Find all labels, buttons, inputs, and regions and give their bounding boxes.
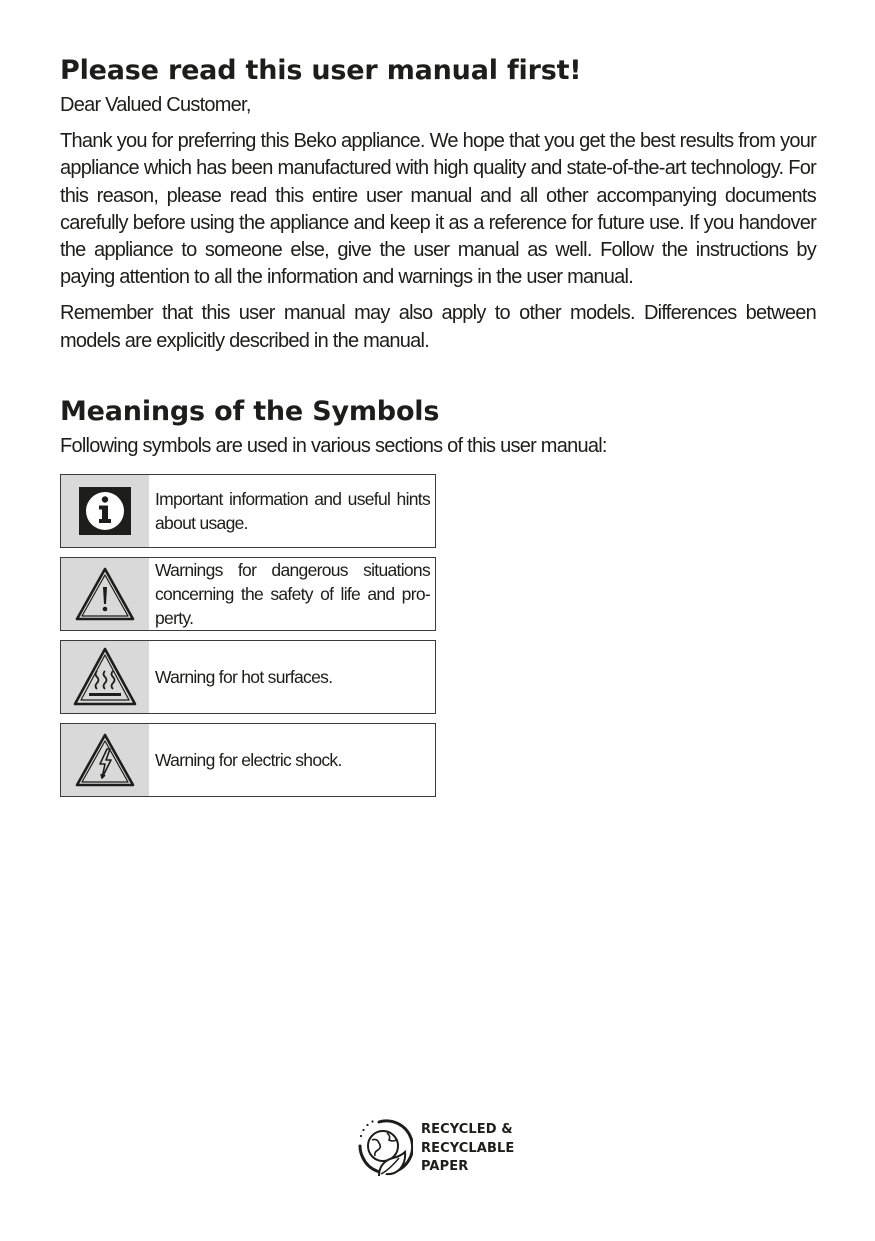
symbol-row-info — [60, 474, 436, 548]
intro-paragraph: Thank you for preferring this Beko appliance. We hope that you get the best results from your appliance which has been manufactured with high quality and state-of-the-art technology. For this reason, please read this entire user manual and all other accompanying documents carefully before using the appliance and keep it as a reference for future use. If you handover the appliance to someone else, give the user manual as well. Follow the instructions by paying attention to all the information and warnings in the user manual. — [60, 130, 816, 289]
symbol-description: Warning for electric shock. — [155, 750, 342, 771]
greeting-text: Dear Valued Customer, — [60, 94, 251, 116]
page-title: Please read this user manual first! — [60, 55, 582, 86]
symbol-description: Warnings for dangerous situations concerning the safety of life and pro-perty. — [155, 560, 430, 629]
symbols-section-title: Meanings of the Symbols — [60, 395, 440, 427]
info-icon — [78, 486, 132, 536]
manual-page — [60, 52, 816, 806]
recycled-paper-icon — [357, 1118, 413, 1180]
symbol-description: Warning for hot surfaces. — [155, 667, 333, 688]
warning-triangle-icon — [73, 565, 137, 623]
symbols-intro: Following symbols are used in various sections of this user manual: — [60, 434, 607, 457]
symbol-row-electric-shock — [60, 723, 436, 797]
electric-shock-icon — [73, 731, 137, 789]
recycled-paper-badge — [357, 1118, 514, 1180]
models-paragraph: Remember that this user manual may also apply to other models. Differences between models are explicitly described in the manual. — [60, 302, 816, 352]
recycle-label-line1: RECYCLED & — [421, 1122, 513, 1138]
symbol-row-warning — [60, 557, 436, 631]
symbol-description: Important information and useful hints about usage. — [155, 489, 430, 534]
recycle-label-line2: RECYCLABLE — [421, 1140, 515, 1156]
hot-surface-icon — [72, 646, 138, 708]
recycle-label-line3: PAPER — [421, 1159, 469, 1175]
symbol-row-hot-surface — [60, 640, 436, 714]
symbols-table — [60, 474, 436, 797]
